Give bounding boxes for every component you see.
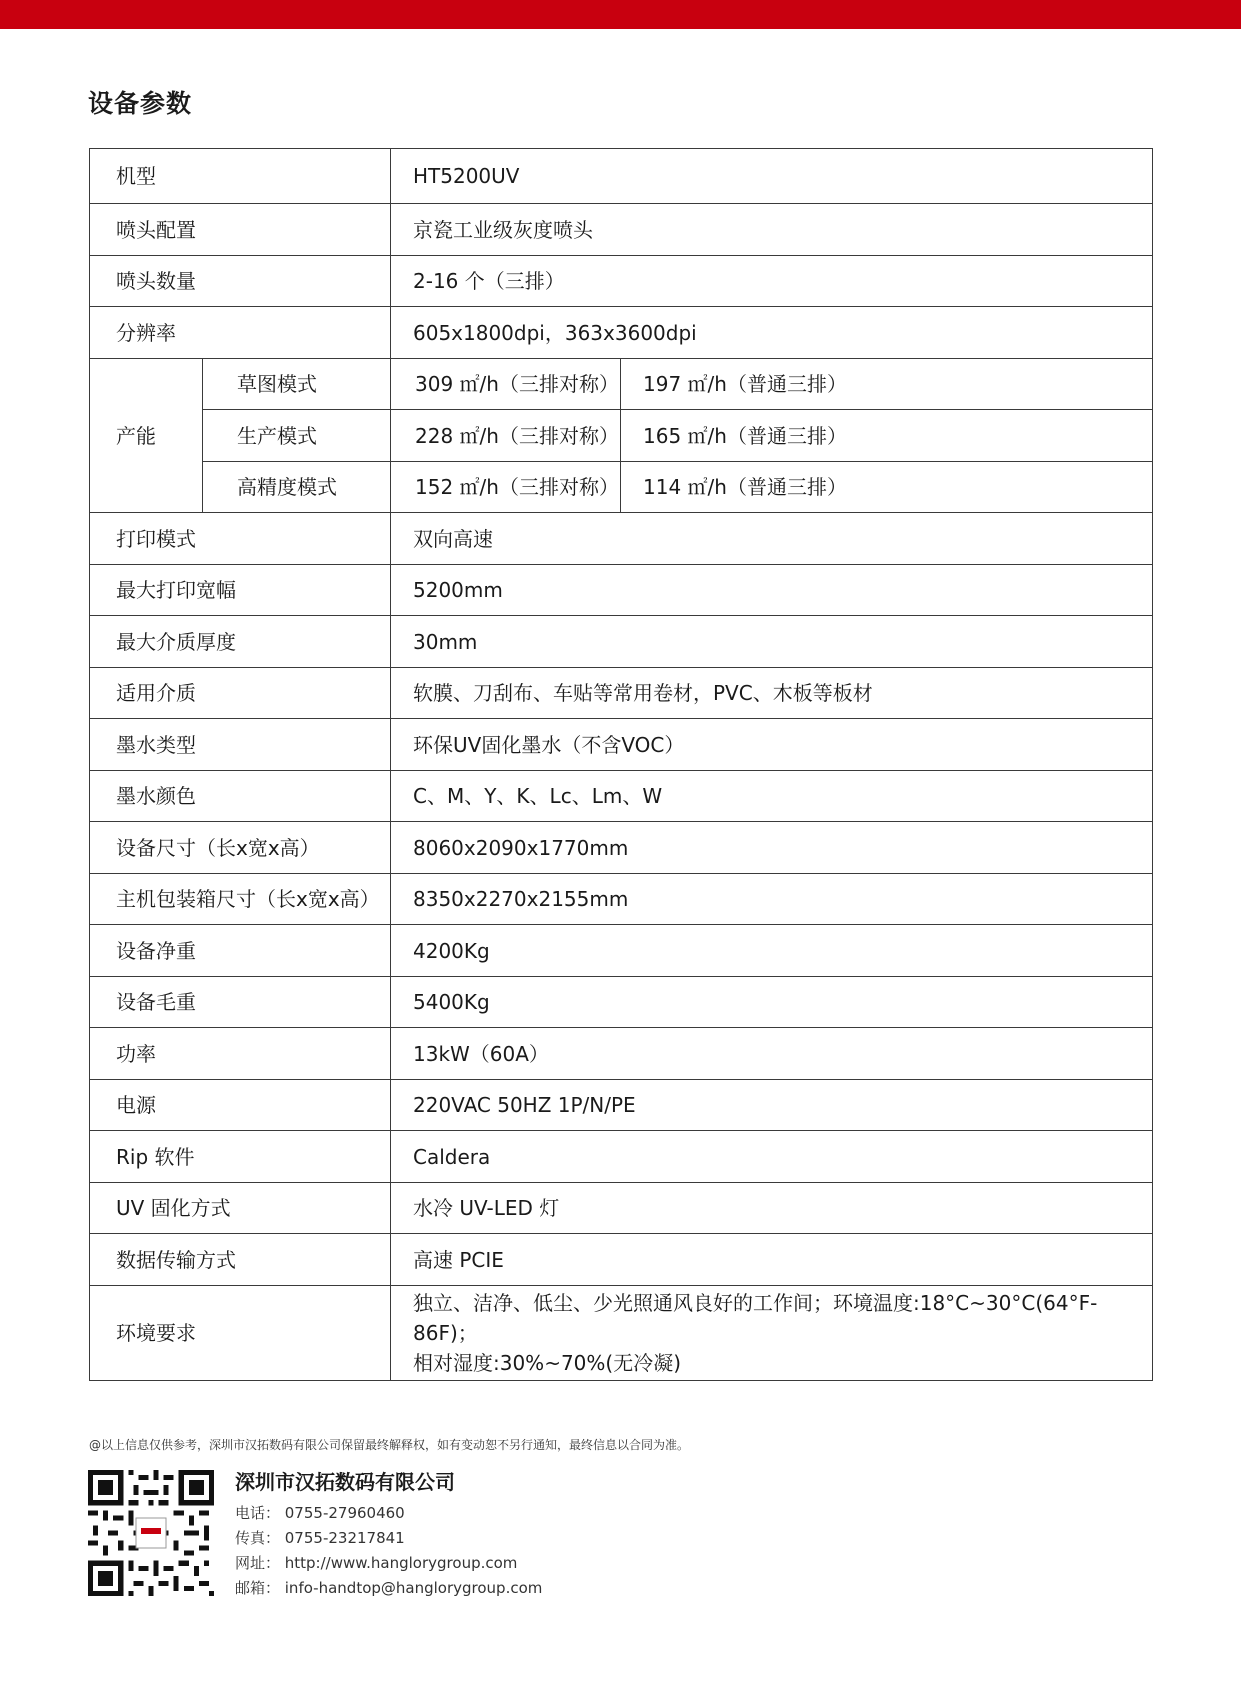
row-value: HT5200UV xyxy=(391,149,1153,204)
capacity-row xyxy=(90,462,1153,513)
table-row xyxy=(90,513,1153,565)
table-row xyxy=(90,822,1153,874)
table-row xyxy=(90,256,1153,307)
table-row xyxy=(90,616,1153,668)
table-row xyxy=(90,771,1153,822)
row-label: 适用介质 xyxy=(90,668,391,719)
row-label: 设备净重 xyxy=(90,925,391,977)
row-value: 2-16 个（三排） xyxy=(391,256,1153,307)
row-label: 功率 xyxy=(90,1028,391,1080)
row-value: 30mm xyxy=(391,616,1153,668)
disclaimer: @以上信息仅供参考，深圳市汉拓数码有限公司保留最终解释权，如有变动恕不另行通知，最终信息以合同为准。 xyxy=(89,1438,690,1452)
row-label: 墨水类型 xyxy=(90,719,391,771)
table-row xyxy=(90,565,1153,616)
table-row xyxy=(90,204,1153,256)
top-red-bar xyxy=(0,0,1241,29)
table-row xyxy=(90,1234,1153,1286)
mode-value-normal: 114 ㎡/h（普通三排） xyxy=(621,462,1153,513)
row-value: Caldera xyxy=(391,1131,1153,1183)
row-label: 电源 xyxy=(90,1080,391,1131)
mode-value-normal: 165 ㎡/h（普通三排） xyxy=(621,410,1153,462)
row-label: 主机包装箱尺寸（长x宽x高） xyxy=(90,874,391,925)
mode-value-symmetric: 152 ㎡/h（三排对称） xyxy=(391,462,621,513)
spec-table xyxy=(89,148,1153,1381)
contact-phone: 电话： 0755-27960460 xyxy=(235,1504,405,1522)
row-value: 5200mm xyxy=(391,565,1153,616)
row-value: 8350x2270x2155mm xyxy=(391,874,1153,925)
capacity-label: 产能 xyxy=(90,359,203,513)
table-row xyxy=(90,668,1153,719)
mode-label: 生产模式 xyxy=(203,410,391,462)
row-label: 最大打印宽幅 xyxy=(90,565,391,616)
table-row xyxy=(90,1183,1153,1234)
row-value xyxy=(391,1286,1153,1381)
table-row xyxy=(90,874,1153,925)
section-heading: 设备参数 xyxy=(88,89,193,118)
row-value: 13kW（60A） xyxy=(391,1028,1153,1080)
row-value: 高速 PCIE xyxy=(391,1234,1153,1286)
contact-website: 网址： http://www.hanglorygroup.com xyxy=(235,1554,518,1572)
row-value: 8060x2090x1770mm xyxy=(391,822,1153,874)
row-label: 设备毛重 xyxy=(90,977,391,1028)
row-value: 4200Kg xyxy=(391,925,1153,977)
row-value: 京瓷工业级灰度喷头 xyxy=(391,204,1153,256)
row-value: 220VAC 50HZ 1P/N/PE xyxy=(391,1080,1153,1131)
mode-label: 高精度模式 xyxy=(203,462,391,513)
row-label: UV 固化方式 xyxy=(90,1183,391,1234)
row-label: 机型 xyxy=(90,149,391,204)
row-label: Rip 软件 xyxy=(90,1131,391,1183)
mode-label: 草图模式 xyxy=(203,359,391,410)
mode-value-normal: 197 ㎡/h（普通三排） xyxy=(621,359,1153,410)
row-label: 喷头配置 xyxy=(90,204,391,256)
row-value: C、M、Y、K、Lc、Lm、W xyxy=(391,771,1153,822)
row-value: 605x1800dpi，363x3600dpi xyxy=(391,307,1153,359)
row-label: 分辨率 xyxy=(90,307,391,359)
row-value: 5400Kg xyxy=(391,977,1153,1028)
contact-email: 邮箱： info-handtop@hanglorygroup.com xyxy=(235,1579,543,1597)
capacity-row xyxy=(90,410,1153,462)
capacity-row xyxy=(90,359,1153,410)
row-label: 数据传输方式 xyxy=(90,1234,391,1286)
table-row xyxy=(90,1028,1153,1080)
environment-line-2: 相对湿度:30%~70%(无冷凝) xyxy=(413,1351,682,1375)
table-row xyxy=(90,719,1153,771)
row-label: 墨水颜色 xyxy=(90,771,391,822)
environment-line-1: 独立、洁净、低尘、少光照通风良好的工作间；环境温度:18°C~30°C(64°F-86F)； xyxy=(413,1291,1098,1345)
mode-value-symmetric: 309 ㎡/h（三排对称） xyxy=(391,359,621,410)
table-row xyxy=(90,925,1153,977)
row-label: 打印模式 xyxy=(90,513,391,565)
row-value: 环保UV固化墨水（不含VOC） xyxy=(391,719,1153,771)
row-value: 水冷 UV-LED 灯 xyxy=(391,1183,1153,1234)
table-row xyxy=(90,149,1153,204)
company-name: 深圳市汉拓数码有限公司 xyxy=(235,1470,455,1494)
contact-fax: 传真： 0755-23217841 xyxy=(235,1529,405,1547)
table-row xyxy=(90,1131,1153,1183)
row-value: 软膜、刀刮布、车贴等常用卷材，PVC、木板等板材 xyxy=(391,668,1153,719)
row-label: 设备尺寸（长x宽x高） xyxy=(90,822,391,874)
table-row xyxy=(90,1080,1153,1131)
row-value: 双向高速 xyxy=(391,513,1153,565)
row-label: 环境要求 xyxy=(90,1286,391,1381)
mode-value-symmetric: 228 ㎡/h（三排对称） xyxy=(391,410,621,462)
row-label: 最大介质厚度 xyxy=(90,616,391,668)
qr-code-icon xyxy=(88,1470,214,1596)
row-label: 喷头数量 xyxy=(90,256,391,307)
table-row xyxy=(90,307,1153,359)
table-row xyxy=(90,977,1153,1028)
table-row xyxy=(90,1286,1153,1381)
